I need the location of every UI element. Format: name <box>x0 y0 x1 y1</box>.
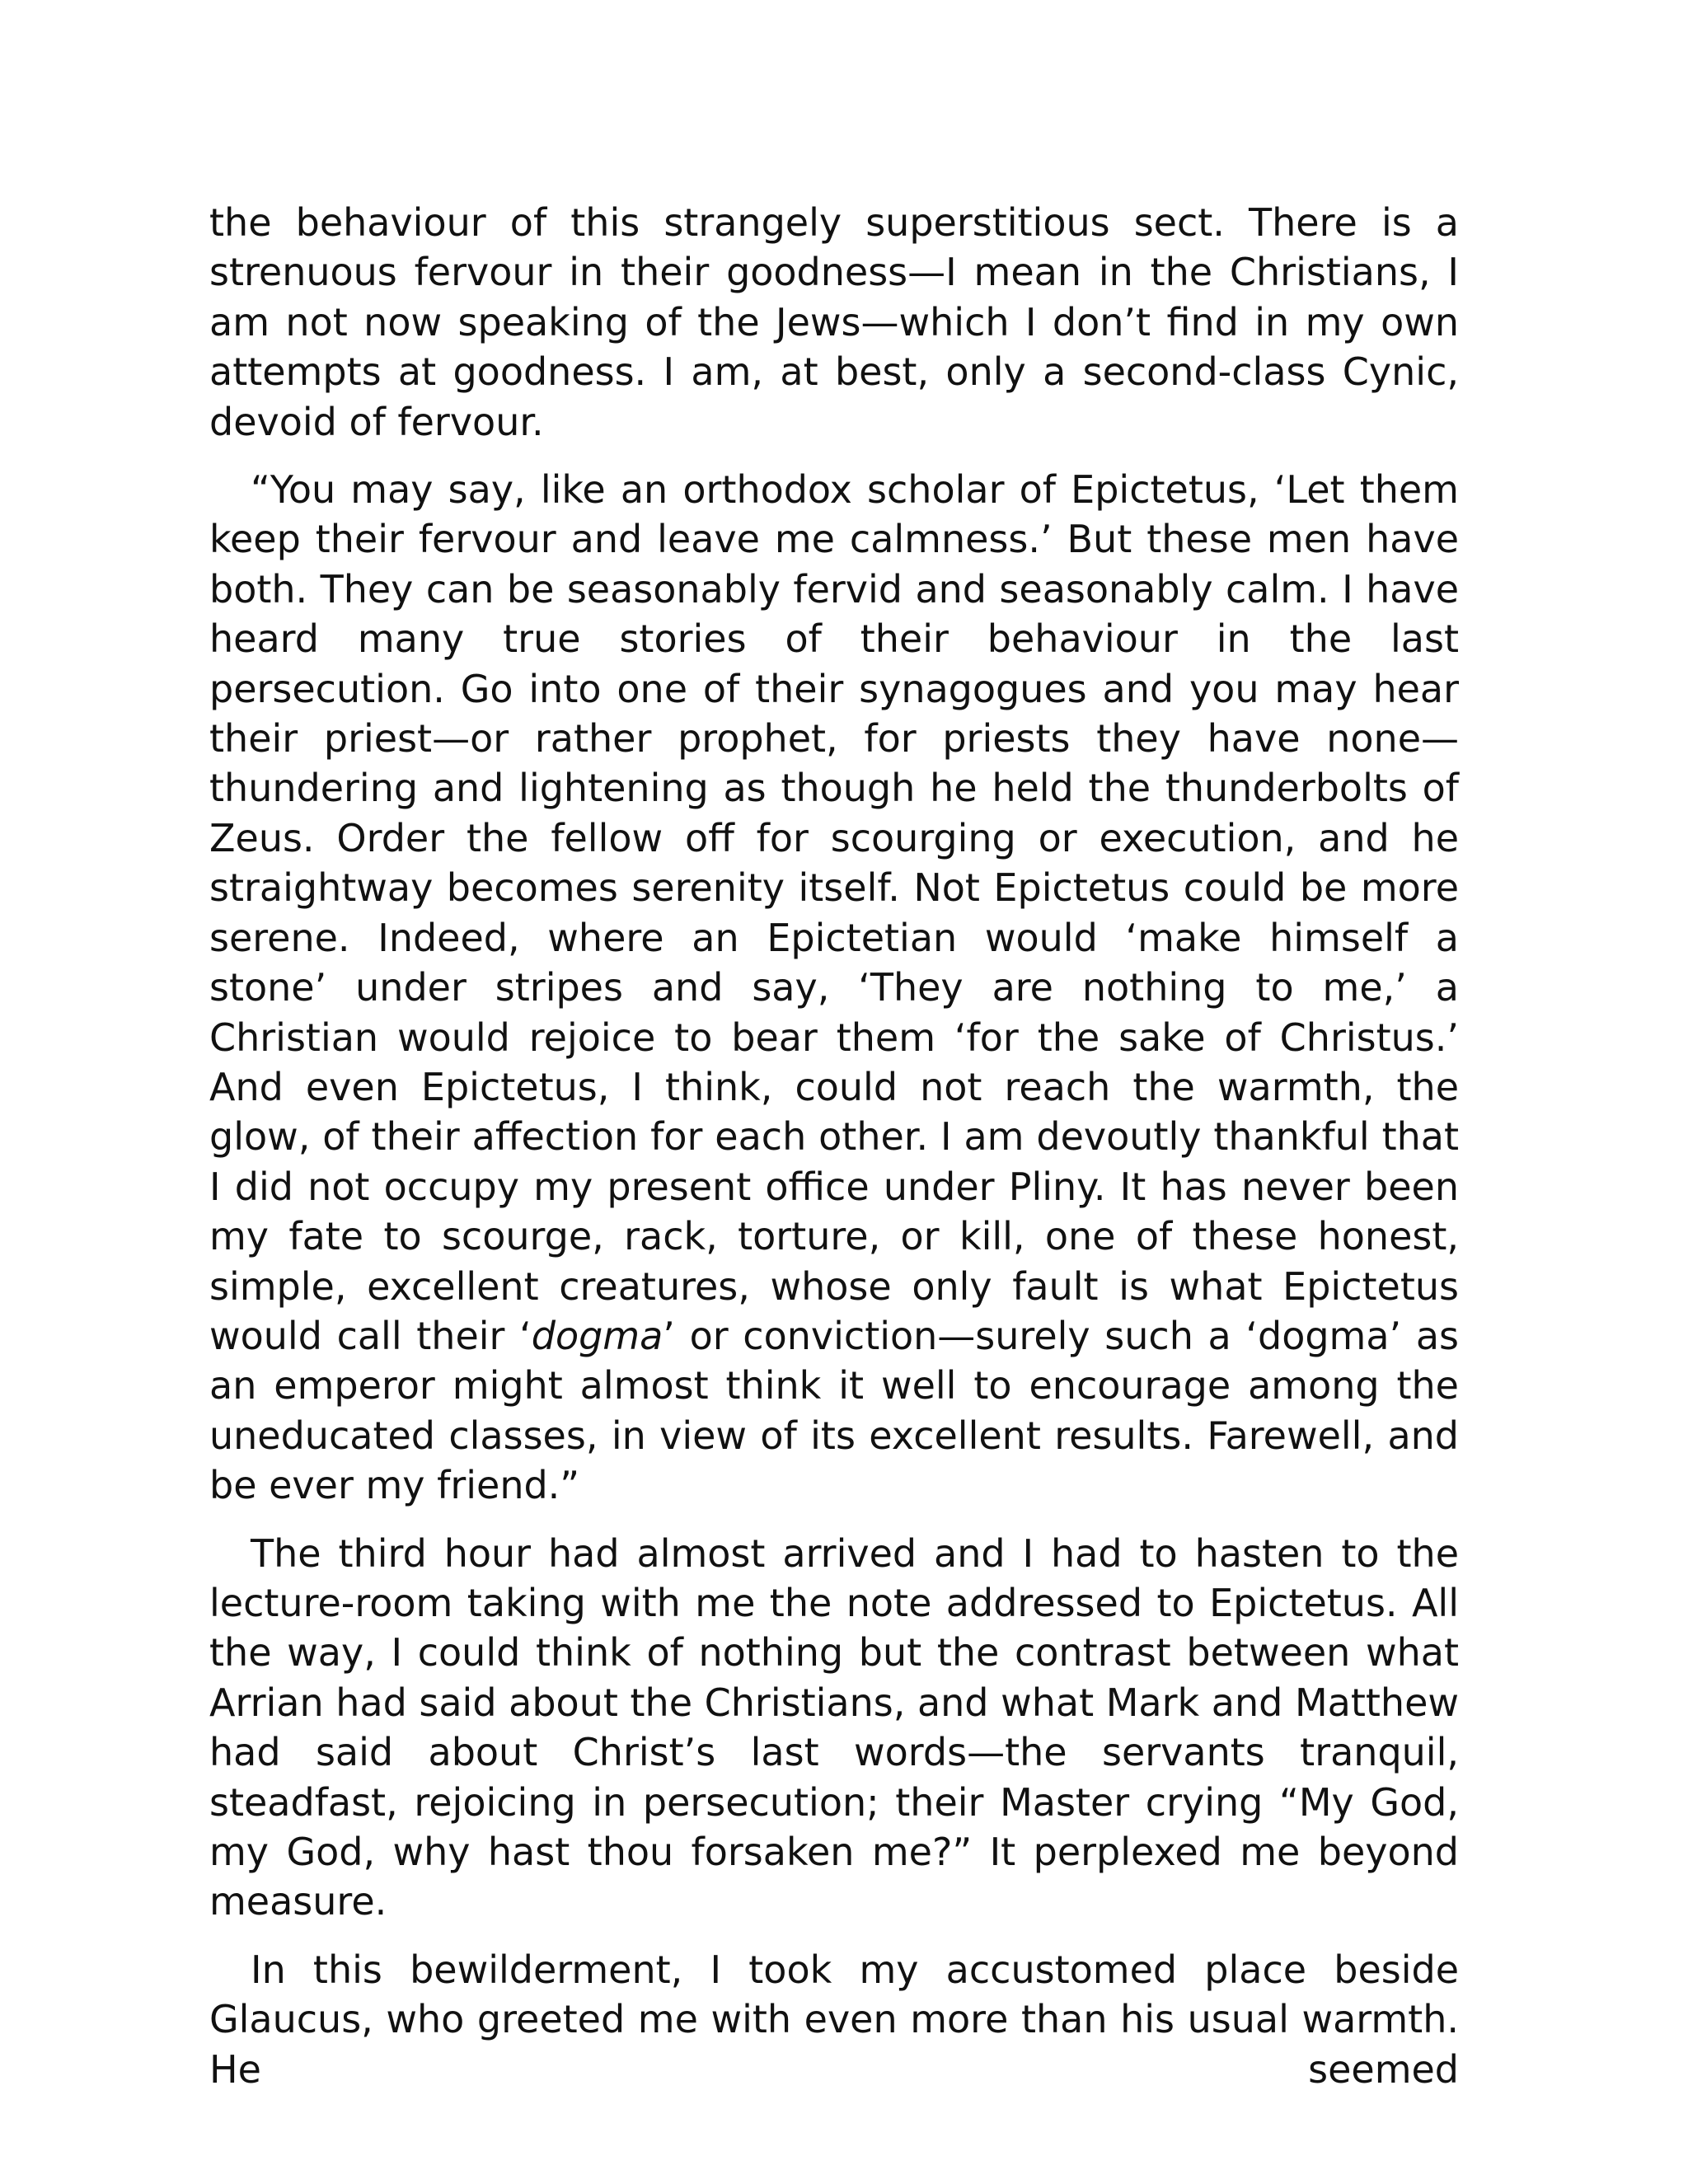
paragraph-2-text-b: ’ or conviction—surely such a ‘dogma’ as an emperor might almost think it well to encourage among the uneducated classes, in view of its excellent results. Farewell, and be ever my friend.” <box>209 1313 1459 1508</box>
paragraph-1-text: the behaviour of this strangely superstitious sect. There is a strenuous fervour in their goodness—I mean in the Christians, I am not now speaking of the Jews—which I don’t find in my own attempts at goodness. I am, at best, only a second-class Cynic, devoid of fervour. <box>209 200 1459 444</box>
paragraph-1 <box>209 198 1459 447</box>
paragraph-3-text: The third hour had almost arrived and I had to hasten to the lecture-room taking with me the note addressed to Epictetus. All the way, I could think of nothing but the contrast between what Arrian had said about the Christians, and what Mark and Matthew had said about Christ’s last words—the servants tranquil, steadfast, rejoicing in persecution; their Master crying “My God, my God, why hast thou forsaken me?” It perplexed me beyond measure. <box>209 1530 1459 1924</box>
paragraph-2-text-a: “You may say, like an orthodox scholar of Epictetus, ‘Let them keep their fervour and leave me calmness.’ But these men have both. They can be seasonably fervid and seasonably calm. I have heard many true stories of their behaviour in the last persecution. Go into one of their synagogues and you may hear their priest—or rather prophet, for priests they have none—thundering and lightening as though he held the thunderbolts of Zeus. Order the fellow off for scourging or execution, and he straightway becomes serenity itself. Not Epictetus could be more serene. Indeed, where an Epictetian would ‘make himself a stone’ under stripes and say, ‘They are nothing to me,’ a Christian would rejoice to bear them ‘for the sake of Christus.’ And even Epictetus, I think, could not reach the warmth, the glow, of their affection for each other. I am devoutly thankful that I did not occupy my present office under Pliny. It has never been my fate to scourge, rack, torture, or kill, one of these honest, simple, excellent creatures, whose only fault is what Epictetus would call their ‘ <box>209 467 1459 1358</box>
paragraph-4-text: In this bewilderment, I took my accustomed place beside Glaucus, who greeted me with even more than his usual warmth. He seemed <box>209 1947 1459 2092</box>
paragraph-2-italic-dogma: dogma <box>531 1313 663 1358</box>
paragraph-3 <box>209 1529 1459 1927</box>
page-body <box>209 198 1459 2112</box>
paragraph-4 <box>209 1945 1459 2094</box>
paragraph-2 <box>209 465 1459 1511</box>
